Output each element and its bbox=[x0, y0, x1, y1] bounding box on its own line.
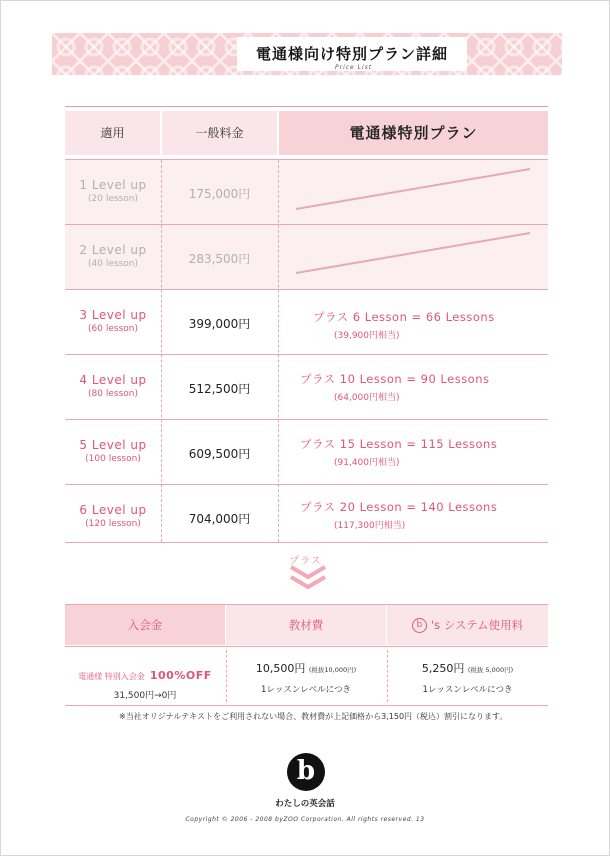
regular-price: 399,000円 bbox=[188, 317, 251, 331]
level-label: 2 Level up bbox=[79, 243, 147, 257]
system-price: 5,250円 bbox=[421, 662, 465, 675]
divider bbox=[65, 646, 548, 647]
lesson-count: (60 lesson) bbox=[88, 324, 138, 334]
table-row bbox=[65, 225, 548, 289]
plan-bonus: プラス 15 Lesson = 115 Lessons bbox=[300, 437, 498, 451]
header-banner bbox=[52, 33, 562, 75]
regular-price: 283,500円 bbox=[188, 252, 251, 266]
table-row bbox=[65, 290, 548, 354]
table-row bbox=[65, 420, 548, 484]
system-fee-cell bbox=[387, 660, 548, 695]
plan-value: (64,000円相当) bbox=[334, 393, 400, 403]
table-row bbox=[65, 160, 548, 224]
brand-name: わたしの英会話 bbox=[275, 799, 335, 809]
level-label: 4 Level up bbox=[79, 373, 147, 387]
system-per-level: 1レッスンレベルにつき bbox=[422, 685, 513, 695]
divider bbox=[65, 542, 548, 543]
brand-b-icon: b bbox=[412, 618, 427, 633]
footnote: ※当社オリジナルテキストをご利用されない場合、教材費が上記価格から3,150円（税込）割引になります。 bbox=[119, 712, 508, 721]
copyright: Copyright © 2006 - 2008 byZOO Corporation. All rights reserved. 13 bbox=[185, 816, 425, 823]
regular-price: 512,500円 bbox=[188, 382, 251, 396]
system-fee-label: 's システム使用料 bbox=[430, 618, 524, 632]
level-label: 5 Level up bbox=[79, 438, 147, 452]
system-tax-note: (税抜 5,000円) bbox=[467, 666, 514, 674]
title-box bbox=[237, 37, 467, 71]
fees-bottom-border bbox=[65, 705, 548, 706]
level-cell bbox=[65, 438, 161, 464]
materials-tax-note: (税抜10,000円) bbox=[308, 666, 357, 674]
level-label: 1 Level up bbox=[79, 178, 147, 192]
special-plan-cell bbox=[278, 309, 548, 341]
lesson-count: (20 lesson) bbox=[88, 194, 138, 204]
fee-header-materials: 教材費 bbox=[226, 605, 386, 645]
plan-value: (91,400円相当) bbox=[334, 458, 400, 468]
lesson-count: (80 lesson) bbox=[88, 389, 138, 399]
special-plan-cell bbox=[278, 499, 548, 531]
page-title: 電通様向け特別プラン詳細 bbox=[255, 45, 448, 63]
materials-per-level: 1レッスンレベルにつき bbox=[261, 685, 351, 695]
page-subtitle: Price List bbox=[335, 64, 373, 71]
column-header-regular-price: 一般料金 bbox=[162, 111, 277, 155]
level-label: 3 Level up bbox=[79, 308, 147, 322]
special-plan-cell bbox=[278, 436, 548, 468]
lesson-count: (40 lesson) bbox=[88, 259, 138, 269]
lesson-count: (120 lesson) bbox=[85, 519, 141, 529]
regular-price: 704,000円 bbox=[188, 512, 251, 526]
level-cell bbox=[65, 373, 161, 399]
level-cell bbox=[65, 308, 161, 334]
level-cell bbox=[65, 503, 161, 529]
column-header-special-plan: 電通様特別プラン bbox=[279, 111, 548, 155]
table-header-row bbox=[65, 111, 548, 155]
level-label: 6 Level up bbox=[79, 503, 147, 517]
not-applicable-strike-line bbox=[278, 160, 548, 224]
not-applicable-strike-line bbox=[278, 225, 548, 289]
enrollment-price-change: 31,500円→0円 bbox=[113, 691, 177, 701]
table-row bbox=[65, 485, 548, 549]
plus-label: プラス bbox=[289, 556, 322, 567]
plan-bonus: プラス 6 Lesson = 66 Lessons bbox=[313, 310, 495, 324]
level-cell bbox=[65, 178, 161, 204]
brand-logo: b bbox=[287, 753, 325, 791]
enrollment-fee-cell bbox=[65, 664, 225, 701]
column-separator bbox=[161, 160, 162, 542]
plan-bonus: プラス 10 Lesson = 90 Lessons bbox=[300, 372, 490, 386]
enrollment-special-label: 電通様 特別入会金 bbox=[78, 672, 145, 681]
table-top-border bbox=[65, 106, 548, 107]
column-separator bbox=[278, 160, 279, 542]
fee-header-enrollment: 入会金 bbox=[65, 605, 225, 645]
plan-bonus: プラス 20 Lesson = 140 Lessons bbox=[300, 500, 498, 514]
plan-value: (39,900円相当) bbox=[334, 331, 400, 341]
enrollment-discount: 100%OFF bbox=[149, 669, 212, 682]
lesson-count: (100 lesson) bbox=[85, 454, 141, 464]
level-cell bbox=[65, 243, 161, 269]
column-header-level: 適用 bbox=[65, 111, 160, 155]
regular-price: 175,000円 bbox=[188, 187, 251, 201]
materials-fee-cell bbox=[226, 660, 386, 695]
plan-value: (117,300円相当) bbox=[334, 521, 406, 531]
fee-header-system bbox=[387, 605, 548, 645]
materials-price: 10,500円 bbox=[255, 662, 306, 675]
special-plan-cell bbox=[278, 371, 548, 403]
table-row bbox=[65, 355, 548, 419]
regular-price: 609,500円 bbox=[188, 447, 251, 461]
double-chevron-down-icon bbox=[289, 565, 327, 593]
